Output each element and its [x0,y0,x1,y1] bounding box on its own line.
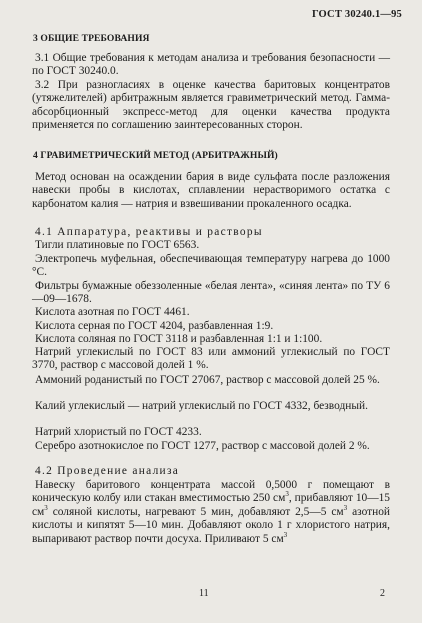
section-3-title: 3 ОБЩИЕ ТРЕБОВАНИЯ [33,33,150,44]
paragraph-3-2: 3.2 При разногласиях в оценке качества баритовых концентратов (утяжелителей) арбитражным является гравиметрический метод. Гамма-абсорбционный экспресс-метод для оценки качества продукта применяется по соглашению заинтересованных сторон. [32,79,390,132]
paragraph-4-intro: Метод основан на осаждении бария в виде сульфата после разложения навески пробы в кислотах, сплавлении нерастворимого остатка с карбонатом калия — натрия и взвешивании прокаленного осадка. [32,171,390,210]
list-item: Кислота азотная по ГОСТ 4461. [35,306,190,318]
superscript: 3 [283,530,288,539]
section-4-title: 4 ГРАВИМЕТРИЧЕСКИЙ МЕТОД (АРБИТРАЖНЫЙ) [33,150,278,161]
subsection-4-2-title: 4.2 Проведение анализа [35,465,180,477]
list-item: Натрий углекислый по ГОСТ 83 или аммоний углекислый по ГОСТ 3770, раствор с массовой долей 1 %. [32,346,390,372]
superscript: 3 [44,504,48,513]
list-item: Кислота серная по ГОСТ 4204, разбавленная 1:9. [35,320,274,332]
list-item: Аммоний роданистый по ГОСТ 27067, раствор с массовой долей 25 %. [35,374,380,386]
list-item: Тигли платиновые по ГОСТ 6563. [35,239,200,251]
superscript: 3 [343,504,348,513]
analysis-text-2: , прибавляют 10—15 см [32,492,390,518]
document-header: ГОСТ 30240.1—95 [311,9,402,20]
analysis-text-4: азотной кислоты и кипятят 5—10 мин. Добавляют около 1 г хлористого натрия, выпаривают раствор почти досуха. Приливают 5 см [32,505,390,545]
page-number-center: 11 [199,588,209,599]
list-item: Фильтры бумажные обеззоленные «белая лента», «синяя лента» по ТУ 6—09—1678. [32,280,390,306]
list-item: Серебро азотнокислое по ГОСТ 1277, раствор с массовой долей 2 %. [35,440,370,452]
list-item: Натрий хлористый по ГОСТ 4233. [35,426,202,438]
page-number-right: 2 [380,588,385,599]
list-item: Электропечь муфельная, обеспечивающая температуру нагрева до 1000 °С. [32,253,390,279]
superscript: 3 [285,490,289,499]
list-item: Кислота соляная по ГОСТ 3118 и разбавленная 1:1 и 1:100. [35,333,323,345]
paragraph-4-2-analysis [32,479,390,546]
list-item: Калий углекислый — натрий углекислый по ГОСТ 4332, безводный. [35,400,368,412]
analysis-text-1: Навеску баритового концентрата массой 0,5000 г помещают в коническую колбу или стакан вместимостью 250 см [32,479,390,505]
paragraph-3-1: 3.1 Общие требования к методам анализа и требования безопасности — по ГОСТ 30240.0. [32,52,390,78]
subsection-4-1-title: 4.1 Аппаратура, реактивы и растворы [35,226,263,238]
analysis-text-3: соляной кислоты, нагревают 5 мин, добавляют 2,5—5 см [47,505,344,518]
